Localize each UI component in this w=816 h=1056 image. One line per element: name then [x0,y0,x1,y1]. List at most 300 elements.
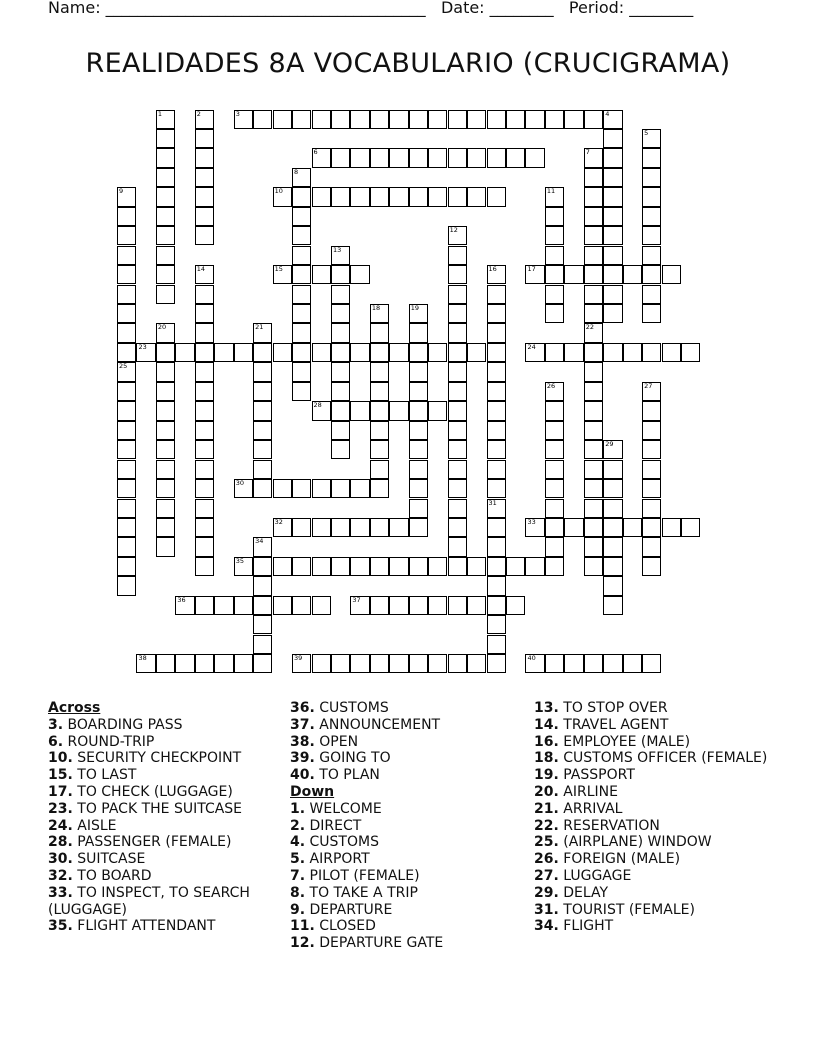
crossword-cell[interactable] [603,226,622,245]
crossword-cell[interactable] [409,323,428,342]
crossword-cell[interactable] [564,110,583,129]
crossword-cell[interactable] [545,265,564,284]
crossword-cell[interactable] [292,596,311,615]
crossword-cell[interactable] [273,596,292,615]
crossword-cell[interactable] [195,148,214,167]
crossword-cell[interactable] [253,615,272,634]
crossword-cell[interactable] [292,265,311,284]
crossword-cell[interactable] [448,323,467,342]
crossword-cell[interactable] [156,479,175,498]
crossword-cell[interactable] [292,246,311,265]
crossword-cell[interactable] [253,635,272,654]
crossword-cell[interactable] [156,168,175,187]
crossword-cell[interactable] [584,421,603,440]
crossword-cell[interactable] [331,479,350,498]
crossword-cell[interactable] [545,382,564,401]
crossword-cell[interactable] [409,460,428,479]
crossword-cell[interactable] [331,421,350,440]
crossword-cell[interactable] [331,285,350,304]
crossword-cell[interactable] [370,557,389,576]
crossword-cell[interactable] [603,304,622,323]
crossword-cell[interactable] [642,246,661,265]
crossword-cell[interactable] [642,187,661,206]
crossword-cell[interactable] [389,187,408,206]
crossword-cell[interactable] [428,343,447,362]
crossword-cell[interactable] [409,343,428,362]
crossword-cell[interactable] [312,110,331,129]
crossword-cell[interactable] [584,265,603,284]
crossword-cell[interactable] [448,246,467,265]
crossword-cell[interactable] [117,285,136,304]
crossword-cell[interactable] [195,226,214,245]
crossword-cell[interactable] [603,343,622,362]
crossword-cell[interactable] [350,265,369,284]
crossword-cell[interactable] [350,110,369,129]
crossword-cell[interactable] [584,479,603,498]
crossword-cell[interactable] [584,654,603,673]
crossword-cell[interactable] [487,148,506,167]
crossword-cell[interactable] [156,129,175,148]
crossword-cell[interactable] [253,440,272,459]
crossword-cell[interactable] [156,518,175,537]
crossword-cell[interactable] [175,596,194,615]
crossword-cell[interactable] [370,382,389,401]
crossword-cell[interactable] [603,479,622,498]
crossword-cell[interactable] [350,187,369,206]
crossword-cell[interactable] [584,499,603,518]
crossword-cell[interactable] [448,187,467,206]
crossword-cell[interactable] [156,343,175,362]
crossword-cell[interactable] [370,304,389,323]
crossword-cell[interactable] [117,557,136,576]
crossword-cell[interactable] [350,401,369,420]
crossword-cell[interactable] [331,304,350,323]
crossword-cell[interactable] [623,518,642,537]
crossword-cell[interactable] [584,460,603,479]
crossword-cell[interactable] [623,265,642,284]
crossword-cell[interactable] [448,304,467,323]
crossword-cell[interactable] [117,460,136,479]
crossword-cell[interactable] [487,110,506,129]
crossword-cell[interactable] [467,110,486,129]
crossword-cell[interactable] [195,323,214,342]
crossword-cell[interactable] [312,654,331,673]
crossword-cell[interactable] [642,129,661,148]
crossword-cell[interactable] [448,596,467,615]
crossword-cell[interactable] [117,499,136,518]
crossword-cell[interactable] [545,226,564,245]
crossword-cell[interactable] [292,168,311,187]
crossword-cell[interactable] [214,596,233,615]
crossword-cell[interactable] [117,226,136,245]
crossword-cell[interactable] [564,518,583,537]
crossword-cell[interactable] [409,654,428,673]
crossword-cell[interactable] [448,499,467,518]
crossword-cell[interactable] [448,148,467,167]
crossword-cell[interactable] [312,187,331,206]
crossword-cell[interactable] [253,479,272,498]
crossword-cell[interactable] [584,285,603,304]
crossword-cell[interactable] [312,518,331,537]
crossword-cell[interactable] [292,187,311,206]
crossword-cell[interactable] [642,382,661,401]
crossword-cell[interactable] [506,110,525,129]
crossword-cell[interactable] [136,654,155,673]
crossword-cell[interactable] [545,246,564,265]
crossword-cell[interactable] [584,168,603,187]
crossword-cell[interactable] [467,596,486,615]
crossword-cell[interactable] [525,148,544,167]
crossword-cell[interactable] [623,654,642,673]
crossword-cell[interactable] [467,343,486,362]
crossword-cell[interactable] [409,110,428,129]
crossword-cell[interactable] [350,596,369,615]
crossword-cell[interactable] [117,265,136,284]
crossword-cell[interactable] [545,285,564,304]
crossword-cell[interactable] [156,285,175,304]
crossword-cell[interactable] [603,440,622,459]
crossword-cell[interactable] [117,304,136,323]
crossword-cell[interactable] [642,304,661,323]
crossword-cell[interactable] [117,518,136,537]
crossword-cell[interactable] [642,343,661,362]
crossword-cell[interactable] [370,401,389,420]
crossword-cell[interactable] [370,518,389,537]
crossword-cell[interactable] [156,110,175,129]
crossword-cell[interactable] [234,654,253,673]
crossword-cell[interactable] [603,207,622,226]
crossword-cell[interactable] [370,421,389,440]
crossword-cell[interactable] [584,382,603,401]
crossword-cell[interactable] [409,421,428,440]
crossword-cell[interactable] [389,343,408,362]
crossword-cell[interactable] [584,440,603,459]
crossword-cell[interactable] [584,226,603,245]
crossword-cell[interactable] [156,537,175,556]
crossword-cell[interactable] [136,343,155,362]
crossword-cell[interactable] [350,479,369,498]
crossword-cell[interactable] [525,557,544,576]
crossword-cell[interactable] [448,421,467,440]
crossword-cell[interactable] [253,362,272,381]
crossword-cell[interactable] [156,440,175,459]
crossword-cell[interactable] [603,596,622,615]
crossword-cell[interactable] [409,557,428,576]
crossword-cell[interactable] [642,207,661,226]
crossword-cell[interactable] [253,460,272,479]
crossword-cell[interactable] [156,421,175,440]
crossword-cell[interactable] [642,499,661,518]
crossword-cell[interactable] [175,654,194,673]
crossword-cell[interactable] [642,285,661,304]
crossword-cell[interactable] [467,654,486,673]
crossword-cell[interactable] [584,148,603,167]
crossword-cell[interactable] [350,557,369,576]
crossword-cell[interactable] [409,304,428,323]
crossword-cell[interactable] [545,460,564,479]
crossword-cell[interactable] [584,207,603,226]
crossword-cell[interactable] [117,246,136,265]
crossword-cell[interactable] [389,654,408,673]
crossword-cell[interactable] [195,537,214,556]
crossword-cell[interactable] [487,654,506,673]
crossword-cell[interactable] [448,654,467,673]
crossword-cell[interactable] [487,596,506,615]
crossword-cell[interactable] [448,479,467,498]
crossword-cell[interactable] [117,421,136,440]
crossword-cell[interactable] [662,265,681,284]
crossword-cell[interactable] [195,110,214,129]
crossword-cell[interactable] [603,460,622,479]
crossword-cell[interactable] [681,518,700,537]
crossword-cell[interactable] [273,187,292,206]
crossword-cell[interactable] [603,285,622,304]
crossword-cell[interactable] [545,440,564,459]
crossword-cell[interactable] [273,265,292,284]
crossword-cell[interactable] [603,246,622,265]
crossword-cell[interactable] [292,207,311,226]
crossword-cell[interactable] [312,401,331,420]
crossword-cell[interactable] [525,110,544,129]
crossword-cell[interactable] [312,596,331,615]
crossword-cell[interactable] [525,343,544,362]
crossword-cell[interactable] [370,148,389,167]
crossword-cell[interactable] [681,343,700,362]
crossword-cell[interactable] [331,654,350,673]
crossword-cell[interactable] [603,168,622,187]
crossword-cell[interactable] [117,207,136,226]
crossword-cell[interactable] [156,499,175,518]
crossword-cell[interactable] [487,265,506,284]
crossword-cell[interactable] [331,343,350,362]
crossword-cell[interactable] [331,323,350,342]
crossword-cell[interactable] [389,518,408,537]
crossword-cell[interactable] [487,187,506,206]
crossword-cell[interactable] [409,518,428,537]
crossword-cell[interactable] [409,382,428,401]
crossword-cell[interactable] [234,110,253,129]
crossword-cell[interactable] [292,362,311,381]
crossword-cell[interactable] [487,460,506,479]
crossword-cell[interactable] [487,382,506,401]
crossword-cell[interactable] [409,148,428,167]
crossword-cell[interactable] [584,246,603,265]
crossword-cell[interactable] [642,265,661,284]
crossword-cell[interactable] [234,343,253,362]
crossword-cell[interactable] [195,654,214,673]
crossword-cell[interactable] [545,304,564,323]
crossword-cell[interactable] [331,110,350,129]
crossword-cell[interactable] [195,499,214,518]
crossword-cell[interactable] [584,187,603,206]
crossword-cell[interactable] [525,654,544,673]
crossword-cell[interactable] [253,557,272,576]
crossword-cell[interactable] [448,265,467,284]
crossword-cell[interactable] [195,557,214,576]
crossword-cell[interactable] [156,226,175,245]
crossword-cell[interactable] [564,343,583,362]
crossword-cell[interactable] [545,110,564,129]
crossword-cell[interactable] [545,187,564,206]
crossword-cell[interactable] [603,518,622,537]
crossword-cell[interactable] [195,382,214,401]
crossword-cell[interactable] [273,343,292,362]
crossword-cell[interactable] [603,110,622,129]
crossword-cell[interactable] [156,382,175,401]
crossword-cell[interactable] [448,343,467,362]
crossword-cell[interactable] [253,537,272,556]
crossword-cell[interactable] [389,110,408,129]
crossword-cell[interactable] [642,401,661,420]
crossword-cell[interactable] [195,304,214,323]
crossword-cell[interactable] [350,148,369,167]
crossword-cell[interactable] [195,518,214,537]
crossword-cell[interactable] [409,440,428,459]
crossword-cell[interactable] [545,518,564,537]
crossword-cell[interactable] [448,226,467,245]
crossword-cell[interactable] [331,148,350,167]
crossword-cell[interactable] [603,654,622,673]
crossword-cell[interactable] [428,110,447,129]
crossword-cell[interactable] [545,499,564,518]
crossword-cell[interactable] [545,401,564,420]
crossword-cell[interactable] [370,460,389,479]
crossword-cell[interactable] [409,362,428,381]
crossword-cell[interactable] [234,596,253,615]
crossword-cell[interactable] [117,479,136,498]
crossword-cell[interactable] [331,382,350,401]
crossword-cell[interactable] [545,479,564,498]
crossword-cell[interactable] [292,110,311,129]
crossword-cell[interactable] [195,207,214,226]
crossword-cell[interactable] [389,401,408,420]
crossword-cell[interactable] [525,518,544,537]
crossword-cell[interactable] [642,440,661,459]
crossword-cell[interactable] [448,557,467,576]
crossword-cell[interactable] [584,518,603,537]
crossword-cell[interactable] [292,557,311,576]
crossword-cell[interactable] [389,148,408,167]
crossword-cell[interactable] [253,421,272,440]
crossword-cell[interactable] [623,343,642,362]
crossword-cell[interactable] [545,421,564,440]
crossword-cell[interactable] [117,382,136,401]
crossword-cell[interactable] [487,557,506,576]
crossword-cell[interactable] [195,401,214,420]
crossword-cell[interactable] [253,654,272,673]
crossword-cell[interactable] [603,576,622,595]
crossword-cell[interactable] [117,537,136,556]
crossword-cell[interactable] [428,401,447,420]
crossword-cell[interactable] [467,557,486,576]
crossword-cell[interactable] [487,343,506,362]
crossword-cell[interactable] [448,401,467,420]
crossword-cell[interactable] [195,421,214,440]
crossword-cell[interactable] [603,148,622,167]
crossword-cell[interactable] [117,187,136,206]
crossword-cell[interactable] [662,518,681,537]
crossword-cell[interactable] [195,362,214,381]
crossword-cell[interactable] [409,401,428,420]
crossword-cell[interactable] [273,557,292,576]
crossword-cell[interactable] [487,362,506,381]
crossword-cell[interactable] [603,557,622,576]
crossword-cell[interactable] [584,537,603,556]
crossword-cell[interactable] [234,479,253,498]
crossword-cell[interactable] [156,323,175,342]
crossword-cell[interactable] [253,576,272,595]
crossword-cell[interactable] [584,557,603,576]
crossword-cell[interactable] [253,382,272,401]
crossword-cell[interactable] [409,596,428,615]
crossword-cell[interactable] [603,187,622,206]
crossword-cell[interactable] [642,148,661,167]
crossword-cell[interactable] [662,343,681,362]
crossword-cell[interactable] [292,304,311,323]
crossword-cell[interactable] [350,518,369,537]
crossword-cell[interactable] [312,557,331,576]
crossword-cell[interactable] [253,343,272,362]
crossword-cell[interactable] [487,479,506,498]
crossword-cell[interactable] [389,557,408,576]
crossword-cell[interactable] [273,479,292,498]
crossword-cell[interactable] [448,110,467,129]
crossword-cell[interactable] [350,654,369,673]
crossword-cell[interactable] [292,226,311,245]
crossword-cell[interactable] [467,187,486,206]
crossword-cell[interactable] [331,557,350,576]
crossword-cell[interactable] [195,168,214,187]
crossword-cell[interactable] [156,654,175,673]
crossword-cell[interactable] [487,615,506,634]
crossword-cell[interactable] [117,323,136,342]
crossword-cell[interactable] [545,654,564,673]
crossword-cell[interactable] [642,537,661,556]
crossword-cell[interactable] [506,557,525,576]
crossword-cell[interactable] [370,187,389,206]
crossword-cell[interactable] [487,635,506,654]
crossword-cell[interactable] [195,265,214,284]
crossword-cell[interactable] [331,187,350,206]
crossword-cell[interactable] [273,518,292,537]
crossword-cell[interactable] [370,323,389,342]
crossword-cell[interactable] [642,654,661,673]
crossword-cell[interactable] [487,499,506,518]
crossword-cell[interactable] [370,362,389,381]
crossword-cell[interactable] [331,246,350,265]
crossword-cell[interactable] [545,557,564,576]
crossword-cell[interactable] [156,148,175,167]
crossword-cell[interactable] [487,401,506,420]
crossword-cell[interactable] [370,440,389,459]
crossword-cell[interactable] [467,148,486,167]
crossword-cell[interactable] [545,537,564,556]
crossword-cell[interactable] [331,401,350,420]
crossword-cell[interactable] [428,187,447,206]
crossword-cell[interactable] [214,654,233,673]
crossword-cell[interactable] [331,440,350,459]
crossword-cell[interactable] [292,479,311,498]
crossword-cell[interactable] [195,596,214,615]
crossword-cell[interactable] [603,129,622,148]
crossword-cell[interactable] [292,518,311,537]
crossword-cell[interactable] [370,596,389,615]
crossword-cell[interactable] [350,343,369,362]
crossword-cell[interactable] [331,518,350,537]
crossword-cell[interactable] [312,479,331,498]
crossword-cell[interactable] [487,518,506,537]
crossword-cell[interactable] [273,110,292,129]
